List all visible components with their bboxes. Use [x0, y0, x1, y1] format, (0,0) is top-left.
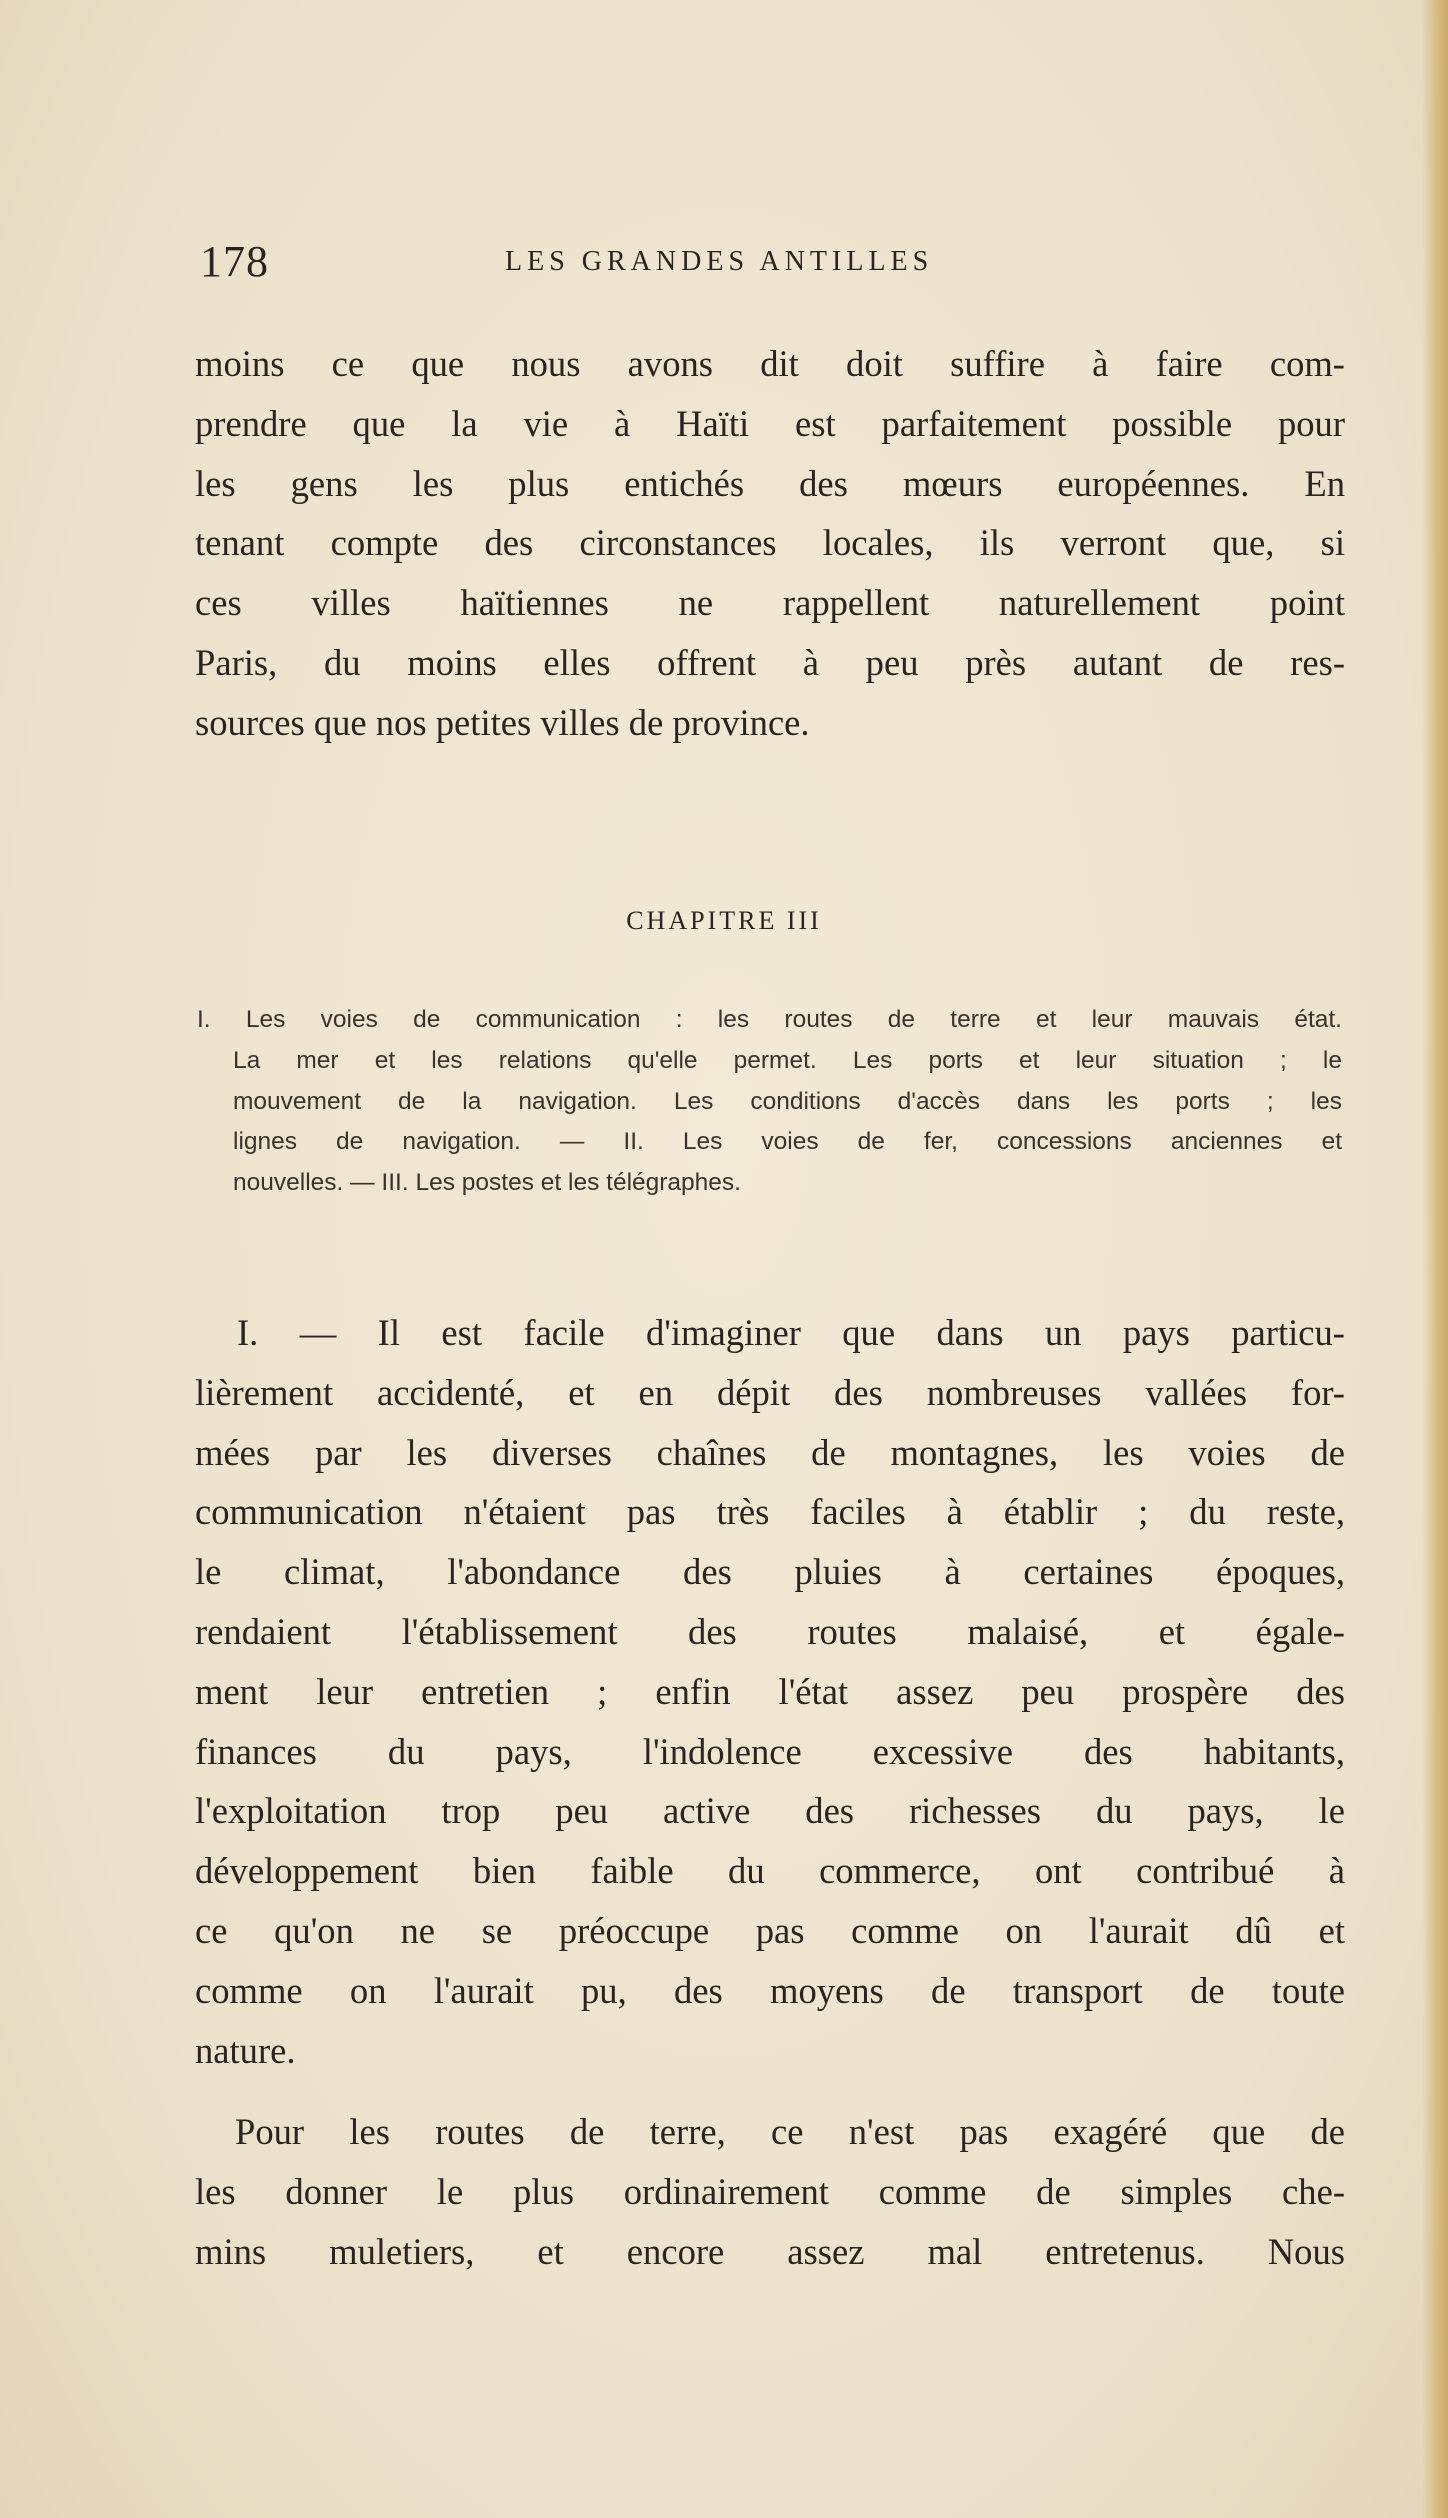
- text-line: comme on l'aurait pu, des moyens de transport de toute: [195, 1969, 1345, 2011]
- text-line: Paris, du moins elles offrent à peu près autant de res-: [195, 641, 1345, 683]
- text-line: communication n'étaient pas très faciles à établir ; du reste,: [195, 1491, 1345, 1533]
- text-line: ces villes haïtiennes ne rappellent naturellement point: [195, 582, 1345, 624]
- text-line: finances du pays, l'indolence excessive des habitants,: [195, 1730, 1345, 1772]
- text-line: ment leur entretien ; enfin l'état assez peu prospère des: [195, 1670, 1345, 1712]
- summary-line: lignes de navigation. — II. Les voies de fer, concessions anciennes et: [233, 1128, 1342, 1156]
- text-line: I. — Il est facile d'imaginer que dans un pays particu-: [237, 1312, 1345, 1353]
- text-line: les gens les plus entichés des mœurs européennes. En: [195, 462, 1345, 504]
- text-line: prendre que la vie à Haïti est parfaitement possible pour: [195, 402, 1345, 444]
- running-title: LES GRANDES ANTILLES: [505, 246, 934, 277]
- paragraph-section-one: [195, 1303, 1345, 2080]
- text-line: le climat, l'abondance des pluies à certaines époques,: [195, 1551, 1345, 1593]
- text-line: développement bien faible du commerce, ont contribué à: [195, 1850, 1345, 1892]
- paragraph-roads: [195, 2102, 1345, 2281]
- text-line: tenant compte des circonstances locales, ils verront que, si: [195, 522, 1345, 564]
- text-line: ce qu'on ne se préoccupe pas comme on l'aurait dû et: [195, 1909, 1345, 1951]
- text-line: rendaient l'établissement des routes malaisé, et égale-: [195, 1610, 1345, 1652]
- page-number: 178: [200, 237, 269, 286]
- running-header: [200, 236, 1350, 296]
- text-line: l'exploitation trop peu active des richesses du pays, le: [195, 1790, 1345, 1832]
- text-line: moins ce que nous avons dit doit suffire à faire com-: [195, 343, 1345, 384]
- text-line: sources que nos petites villes de province.: [195, 701, 810, 743]
- page-edge-shadow: [1422, 0, 1448, 2518]
- text-line: Pour les routes de terre, ce n'est pas exagéré que de: [235, 2111, 1345, 2152]
- summary-line: I. Les voies de communication : les routes de terre et leur mauvais état.: [197, 1006, 1342, 1033]
- text-line: les donner le plus ordinairement comme de simples che-: [195, 2170, 1345, 2212]
- paragraph-continuation: [195, 334, 1345, 753]
- summary-line: La mer et les relations qu'elle permet. Les ports et leur situation ; le: [233, 1046, 1342, 1074]
- text-line: mins muletiers, et encore assez mal entretenus. Nous: [195, 2230, 1345, 2272]
- text-line: mées par les diverses chaînes de montagnes, les voies de: [195, 1431, 1345, 1473]
- chapter-summary: [197, 1000, 1342, 1204]
- text-line: lièrement accidenté, et en dépit des nombreuses vallées for-: [195, 1371, 1345, 1413]
- summary-line: nouvelles. — III. Les postes et les télégraphes.: [233, 1169, 741, 1197]
- text-line: nature.: [195, 2029, 296, 2071]
- chapter-heading: CHAPITRE III: [626, 906, 822, 935]
- summary-line: mouvement de la navigation. Les conditions d'accès dans les ports ; les: [233, 1087, 1342, 1115]
